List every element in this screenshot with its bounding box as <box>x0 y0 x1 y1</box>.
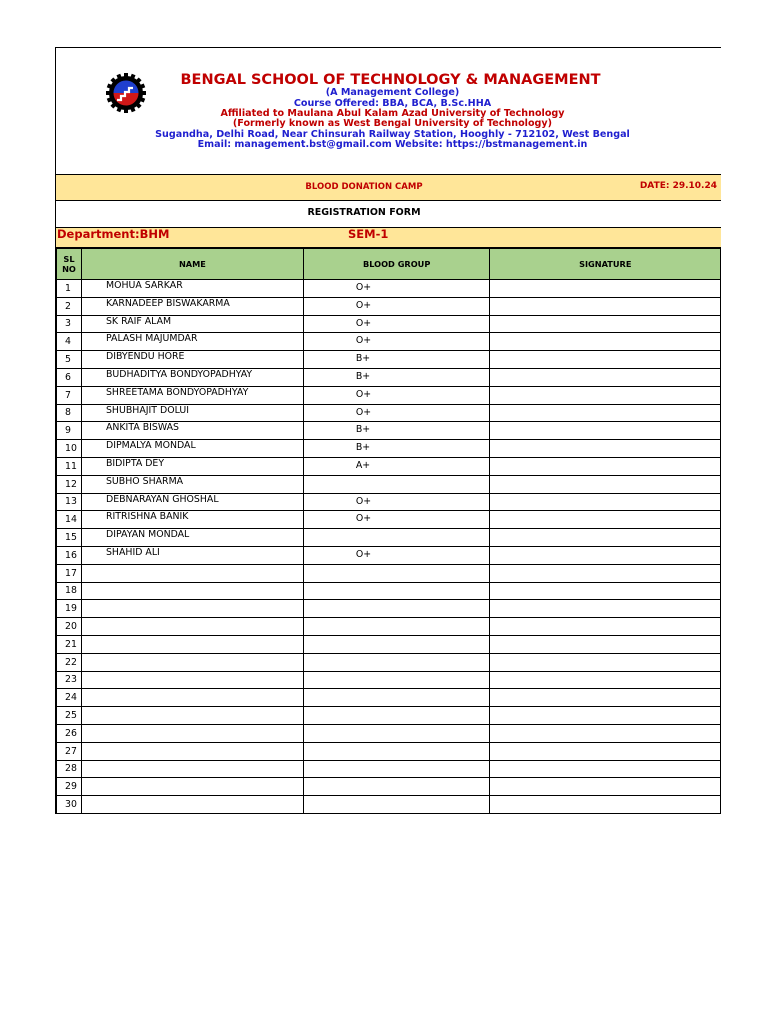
name-cell: BUDHADITYA BONDYOPADHYAY <box>81 368 303 386</box>
signature-cell[interactable] <box>490 707 721 725</box>
table-row <box>57 511 721 529</box>
sl-no-cell: 12 <box>57 475 82 493</box>
sl-no-cell: 15 <box>57 529 82 547</box>
sl-no-cell: 28 <box>57 760 82 778</box>
table-row <box>57 618 721 636</box>
sl-no-cell: 11 <box>57 457 82 475</box>
table-row <box>57 796 721 814</box>
name-cell <box>81 778 303 796</box>
table-row <box>57 707 721 725</box>
signature-cell[interactable] <box>490 778 721 796</box>
signature-header: SIGNATURE <box>490 249 721 280</box>
blood-group-cell <box>303 707 490 725</box>
college-address: Sugandha, Delhi Road, Near Chinsurah Railway Station, Hooghly - 712102, West Bengal <box>155 128 630 140</box>
blood-group-header: BLOOD GROUP <box>303 249 490 280</box>
sl-no-cell: 5 <box>57 351 82 369</box>
table-row <box>57 546 721 564</box>
table-row <box>57 778 721 796</box>
signature-cell[interactable] <box>490 475 721 493</box>
table-row <box>57 760 721 778</box>
blood-group-cell: B+ <box>303 351 490 369</box>
blood-group-cell <box>303 689 490 707</box>
blood-group-cell <box>303 742 490 760</box>
name-cell: SHUBHAJIT DOLUI <box>81 404 303 422</box>
blood-group-cell: O+ <box>303 404 490 422</box>
blood-group-cell <box>303 671 490 689</box>
table-row <box>57 440 721 458</box>
name-cell: BIDIPTA DEY <box>81 457 303 475</box>
signature-cell[interactable] <box>490 742 721 760</box>
signature-cell[interactable] <box>490 582 721 600</box>
blood-group-cell <box>303 653 490 671</box>
name-cell: KARNADEEP BISWAKARMA <box>81 297 303 315</box>
signature-cell[interactable] <box>490 333 721 351</box>
name-cell: SK RAIF ALAM <box>81 315 303 333</box>
blood-group-cell <box>303 796 490 814</box>
signature-cell[interactable] <box>490 386 721 404</box>
blood-group-cell <box>303 635 490 653</box>
signature-cell[interactable] <box>490 440 721 458</box>
college-header <box>56 48 721 174</box>
former-name-note: (Formerly known as West Bengal University of Technology) <box>232 118 553 129</box>
name-cell: DIBYENDU HORE <box>81 351 303 369</box>
table-row <box>57 742 721 760</box>
name-cell: PALASH MAJUMDAR <box>81 333 303 351</box>
blood-group-cell: O+ <box>303 280 490 298</box>
sl-header-line1: SL <box>63 254 75 264</box>
sl-no-cell: 1 <box>57 280 82 298</box>
name-cell <box>81 742 303 760</box>
name-cell <box>81 635 303 653</box>
name-cell <box>81 564 303 582</box>
table-row <box>57 724 721 742</box>
blood-group-cell: A+ <box>303 457 490 475</box>
table-row <box>57 493 721 511</box>
signature-cell[interactable] <box>490 564 721 582</box>
table-row <box>57 351 721 369</box>
table-row <box>57 280 721 298</box>
name-cell <box>81 796 303 814</box>
signature-cell[interactable] <box>490 618 721 636</box>
sl-no-cell: 7 <box>57 386 82 404</box>
name-cell <box>81 724 303 742</box>
name-cell <box>81 671 303 689</box>
blood-group-cell <box>303 529 490 547</box>
signature-cell[interactable] <box>490 653 721 671</box>
sl-no-cell: 17 <box>57 564 82 582</box>
sl-no-cell: 24 <box>57 689 82 707</box>
name-cell: DEBNARAYAN GHOSHAL <box>81 493 303 511</box>
table-row <box>57 422 721 440</box>
sl-no-cell: 9 <box>57 422 82 440</box>
sl-no-cell: 4 <box>57 333 82 351</box>
table-row <box>57 315 721 333</box>
sl-no-cell: 25 <box>57 707 82 725</box>
blood-group-cell <box>303 475 490 493</box>
signature-cell[interactable] <box>490 760 721 778</box>
blood-group-cell <box>303 600 490 618</box>
signature-cell[interactable] <box>490 315 721 333</box>
sl-no-cell: 27 <box>57 742 82 760</box>
college-name: BENGAL SCHOOL OF TECHNOLOGY & MANAGEMENT <box>180 72 601 88</box>
signature-cell[interactable] <box>490 724 721 742</box>
sl-no-header <box>57 249 82 280</box>
signature-cell[interactable] <box>490 529 721 547</box>
camp-title: BLOOD DONATION CAMP <box>305 182 423 192</box>
table-row <box>57 404 721 422</box>
sl-no-cell: 6 <box>57 368 82 386</box>
blood-group-cell <box>303 582 490 600</box>
signature-cell[interactable] <box>490 600 721 618</box>
table-header-row <box>57 249 721 280</box>
registration-table <box>56 248 721 814</box>
name-cell <box>81 689 303 707</box>
sl-no-cell: 10 <box>57 440 82 458</box>
courses-offered: Course Offered: BBA, BCA, B.Sc.HHA <box>293 97 492 109</box>
name-cell: DIPMALYA MONDAL <box>81 440 303 458</box>
blood-group-cell: O+ <box>303 511 490 529</box>
table-row <box>57 475 721 493</box>
signature-cell[interactable] <box>490 422 721 440</box>
name-cell <box>81 707 303 725</box>
name-cell: RITRISHNA BANIK <box>81 511 303 529</box>
name-cell: MOHUA SARKAR <box>81 280 303 298</box>
signature-cell[interactable] <box>490 351 721 369</box>
blood-group-cell: O+ <box>303 386 490 404</box>
blood-group-cell <box>303 564 490 582</box>
sl-no-cell: 18 <box>57 582 82 600</box>
name-cell <box>81 760 303 778</box>
camp-banner <box>56 174 721 201</box>
name-cell: ANKITA BISWAS <box>81 422 303 440</box>
signature-cell[interactable] <box>490 511 721 529</box>
blood-group-cell: B+ <box>303 422 490 440</box>
department-label: Department:BHM <box>57 227 170 241</box>
blood-group-cell: B+ <box>303 368 490 386</box>
blood-group-cell <box>303 618 490 636</box>
name-cell <box>81 653 303 671</box>
blood-group-cell: O+ <box>303 546 490 564</box>
form-title: REGISTRATION FORM <box>307 207 421 218</box>
table-row <box>57 564 721 582</box>
signature-cell[interactable] <box>490 457 721 475</box>
signature-cell[interactable] <box>490 689 721 707</box>
camp-date: DATE: 29.10.24 <box>639 181 717 191</box>
signature-cell[interactable] <box>490 671 721 689</box>
name-cell: SUBHO SHARMA <box>81 475 303 493</box>
semester-label: SEM-1 <box>348 227 389 241</box>
signature-cell[interactable] <box>490 635 721 653</box>
table-row <box>57 368 721 386</box>
name-cell: SHAHID ALI <box>81 546 303 564</box>
sl-no-cell: 29 <box>57 778 82 796</box>
name-cell: DIPAYAN MONDAL <box>81 529 303 547</box>
signature-cell[interactable] <box>490 297 721 315</box>
signature-cell[interactable] <box>490 368 721 386</box>
sl-no-cell: 3 <box>57 315 82 333</box>
table-row <box>57 386 721 404</box>
sl-header-line2: NO <box>62 264 76 274</box>
sl-no-cell: 21 <box>57 635 82 653</box>
blood-group-cell <box>303 724 490 742</box>
sl-no-cell: 14 <box>57 511 82 529</box>
signature-cell[interactable] <box>490 280 721 298</box>
sl-no-cell: 26 <box>57 724 82 742</box>
sl-no-cell: 30 <box>57 796 82 814</box>
name-cell: SHREETAMA BONDYOPADHYAY <box>81 386 303 404</box>
table-row <box>57 635 721 653</box>
table-row <box>57 689 721 707</box>
sl-no-cell: 22 <box>57 653 82 671</box>
table-row <box>57 297 721 315</box>
sl-no-cell: 2 <box>57 297 82 315</box>
table-row <box>57 582 721 600</box>
table-row <box>57 653 721 671</box>
table-row <box>57 671 721 689</box>
signature-cell[interactable] <box>490 404 721 422</box>
table-row <box>57 333 721 351</box>
table-row <box>57 529 721 547</box>
signature-cell[interactable] <box>490 493 721 511</box>
department-band <box>56 227 721 248</box>
sl-no-cell: 20 <box>57 618 82 636</box>
registration-sheet <box>55 47 721 814</box>
name-cell <box>81 600 303 618</box>
sl-no-cell: 8 <box>57 404 82 422</box>
sl-no-cell: 23 <box>57 671 82 689</box>
table-row <box>57 457 721 475</box>
blood-group-cell: O+ <box>303 493 490 511</box>
name-header: NAME <box>81 249 303 280</box>
blood-group-cell: O+ <box>303 297 490 315</box>
college-subtitle: (A Management College) <box>325 87 460 98</box>
blood-group-cell: O+ <box>303 333 490 351</box>
sl-no-cell: 13 <box>57 493 82 511</box>
sl-no-cell: 16 <box>57 546 82 564</box>
blood-group-cell: B+ <box>303 440 490 458</box>
college-contact: Email: management.bst@gmail.com Website: https://bstmanagement.in <box>197 139 588 150</box>
university-affiliation: Affiliated to Maulana Abul Kalam Azad University of Technology <box>220 108 565 119</box>
blood-group-cell <box>303 778 490 796</box>
blood-group-cell <box>303 760 490 778</box>
name-cell <box>81 618 303 636</box>
signature-cell[interactable] <box>490 796 721 814</box>
blood-group-cell: O+ <box>303 315 490 333</box>
sl-no-cell: 19 <box>57 600 82 618</box>
table-row <box>57 600 721 618</box>
signature-cell[interactable] <box>490 546 721 564</box>
name-cell <box>81 582 303 600</box>
